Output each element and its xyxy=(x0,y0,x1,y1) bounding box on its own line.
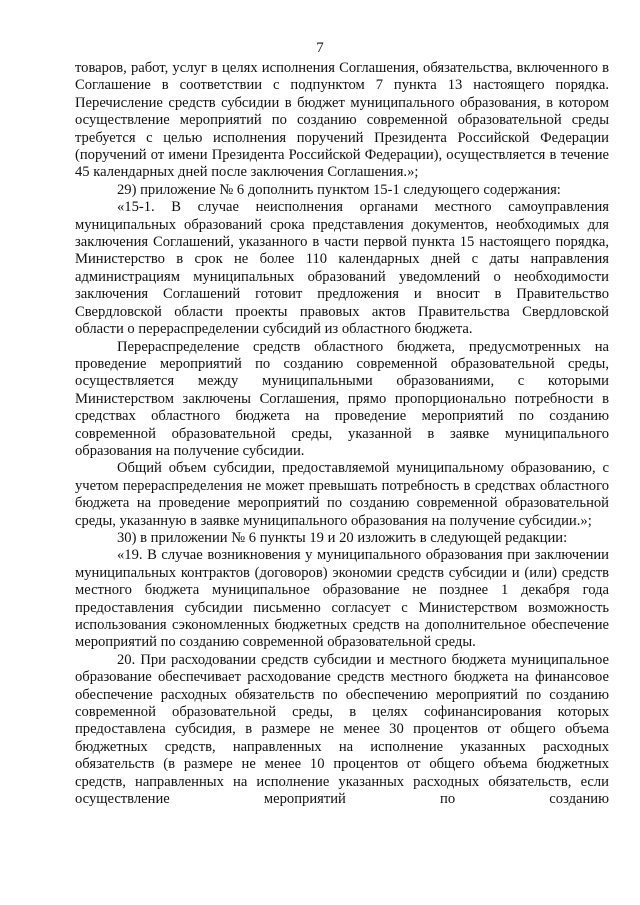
paragraph-item-15-1: «15-1. В случае неисполнения органами местного самоуправления муниципальных образований срока представления документов, необходимых для заключения Соглашений, указанного в части первой пункта 15 настоящего порядка, Министерство в срок не более 110 календарных дней с даты направления администрациям муниципальных образований уведомлений о необходимости заключения Соглашений готовит предложения и вносит в Правительство Свердловской области проекты правовых актов Правительства Свердловской области о перераспределении субсидий из областного бюджета. xyxy=(75,199,609,338)
paragraph-item-29: 29) приложение № 6 дополнить пунктом 15-1 следующего содержания: xyxy=(117,181,561,198)
paragraph-item-19: «19. В случае возникновения у муниципального образования при заключении муниципальных контрактов (договоров) экономии средств субсидии и (или) средств местного бюджета муниципальное образование не позднее 1 декабря года предоставления субсидии письменно согласует с Министерством возможность использования сэкономленных бюджетных средств на дополнительное обеспечение мероприятий по созданию современной образовательной среды. xyxy=(75,547,609,651)
paragraph-redistribution: Перераспределение средств областного бюджета, предусмотренных на проведение мероприятий по созданию современной образовательной среды, осуществляется между муниципальными образованиями, с которыми Министерством заключены Соглашения, прямо пропорционально потребности в средствах областного бюджета на проведение мероприятий по созданию современной образовательной среды, указанной в заявке муниципального образования на получение субсидии. xyxy=(75,338,609,459)
document-body xyxy=(75,60,609,808)
paragraph-item-20: 20. При расходовании средств субсидии и местного бюджета муниципальное образование обеспечивает расходование средств местного бюджета на финансовое обеспечение расходных обязательств по обеспечению мероприятий по созданию современной образовательной среды, в целях софинансирования которых предоставлена субсидия, в размере не менее 30 процентов от общего объема бюджетных средств, направленных на исполнение указанных расходных обязательств (в размере не менее 10 процентов от общего объема бюджетных средств, направленных на исполнение указанных расходных обязательств, если осуществление мероприятий по созданию xyxy=(75,651,609,808)
paragraph-continuation: товаров, работ, услуг в целях исполнения Соглашения, обязательства, включенного в Соглашение в соответствии с подпунктом 7 пункта 13 настоящего порядка. Перечисление средств субсидии в бюджет муниципального образования, в котором осуществление мероприятий по созданию современной образовательной среды требуется с целью исполнения поручений Президента Российской Федерации (поручений от имени Президента Российской Федерации), осуществляется в течение 45 календарных дней после заключения Соглашения.»; xyxy=(75,60,609,181)
page-number: 7 xyxy=(316,40,324,56)
paragraph-item-30: 30) в приложении № 6 пункты 19 и 20 изложить в следующей редакции: xyxy=(117,529,568,546)
paragraph-total-subsidy: Общий объем субсидии, предоставляемой муниципальному образованию, с учетом перераспределения не может превышать потребность в средствах областного бюджета на проведение мероприятий по созданию современной образовательной среды, указанную в заявке муниципального образования на получение субсидии.»; xyxy=(75,460,609,529)
